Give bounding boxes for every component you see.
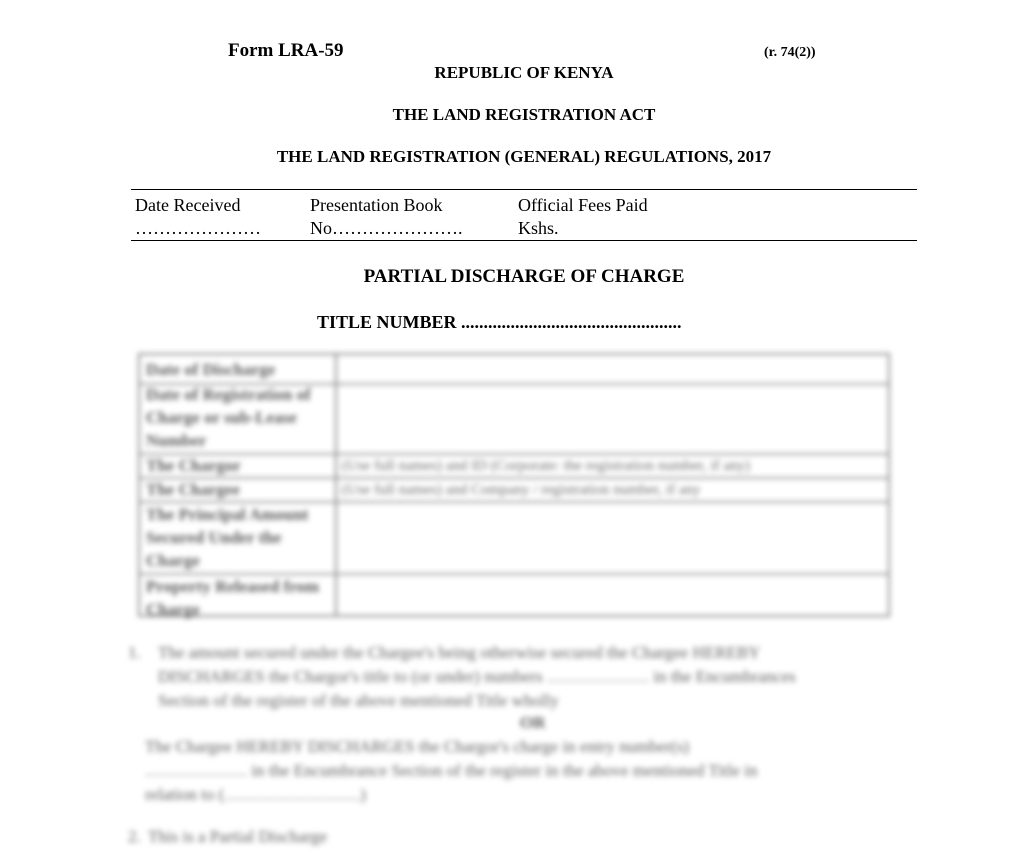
table-row-label: The Principal Amount Secured Under the Charge bbox=[146, 505, 309, 570]
paragraph-number: 2. bbox=[128, 827, 141, 846]
document-title: PARTIAL DISCHARGE OF CHARGE bbox=[363, 266, 685, 287]
paragraph-line: The Chargee HEREBY DISCHARGES the Chargor's charge in entry number(s) bbox=[145, 737, 689, 756]
blurred-content bbox=[0, 345, 1015, 854]
paragraph-line: This is a Partial Discharge bbox=[148, 827, 328, 846]
bottom-divider bbox=[131, 240, 917, 241]
date-received-value: ………………… bbox=[135, 218, 261, 238]
paragraph-line: relation to (……………………) bbox=[145, 785, 366, 804]
presentation-book-value: No…………………. bbox=[310, 218, 463, 238]
table-row-label: Date of Discharge bbox=[146, 360, 276, 379]
republic-heading: REPUBLIC OF KENYA bbox=[434, 63, 614, 82]
act-heading: THE LAND REGISTRATION ACT bbox=[392, 105, 656, 124]
official-fees-label: Official Fees Paid bbox=[518, 195, 648, 215]
title-number: TITLE NUMBER ................................................. bbox=[317, 312, 682, 332]
date-received-label: Date Received bbox=[135, 195, 241, 215]
paragraph-number: 1. bbox=[128, 643, 141, 662]
table-row-label: Date of Registration of Charge or sub-Lease Number bbox=[146, 385, 311, 450]
table-row-value: (Use full names) and ID (Corporate: the registration number, if any) bbox=[342, 458, 751, 474]
table-row-value: (Use full names) and Company / registration number, if any bbox=[342, 482, 701, 498]
rule-reference: (r. 74(2)) bbox=[764, 45, 816, 60]
receipt-date bbox=[135, 194, 261, 240]
paragraph-line: DISCHARGES the Chargor's title to (or under) numbers ……………… in the Encumbrances bbox=[158, 667, 796, 686]
table-row-label: The Chargor bbox=[146, 456, 241, 475]
or-separator: OR bbox=[520, 713, 546, 732]
paragraph-line: ……………… in the Encumbrance Section of the register in the above mentioned Title in bbox=[145, 761, 758, 780]
top-divider bbox=[131, 189, 917, 190]
paragraph-line: Section of the register of the above mentioned Title wholly bbox=[158, 691, 559, 710]
paragraph-line: The amount secured under the Chargee's being otherwise secured the Chargee HEREBY bbox=[158, 643, 761, 662]
receipt-fees bbox=[518, 194, 648, 240]
form-number: Form LRA-59 bbox=[228, 40, 344, 61]
presentation-book-label: Presentation Book bbox=[310, 195, 443, 215]
receipt-book bbox=[310, 194, 463, 240]
table-row-label: The Chargee bbox=[146, 480, 240, 499]
regulations-heading: THE LAND REGISTRATION (GENERAL) REGULATIONS, 2017 bbox=[276, 147, 772, 166]
table-row-label: Property Released from Charge bbox=[146, 577, 320, 619]
official-fees-value: Kshs. bbox=[518, 218, 559, 238]
particulars-table bbox=[138, 353, 890, 617]
